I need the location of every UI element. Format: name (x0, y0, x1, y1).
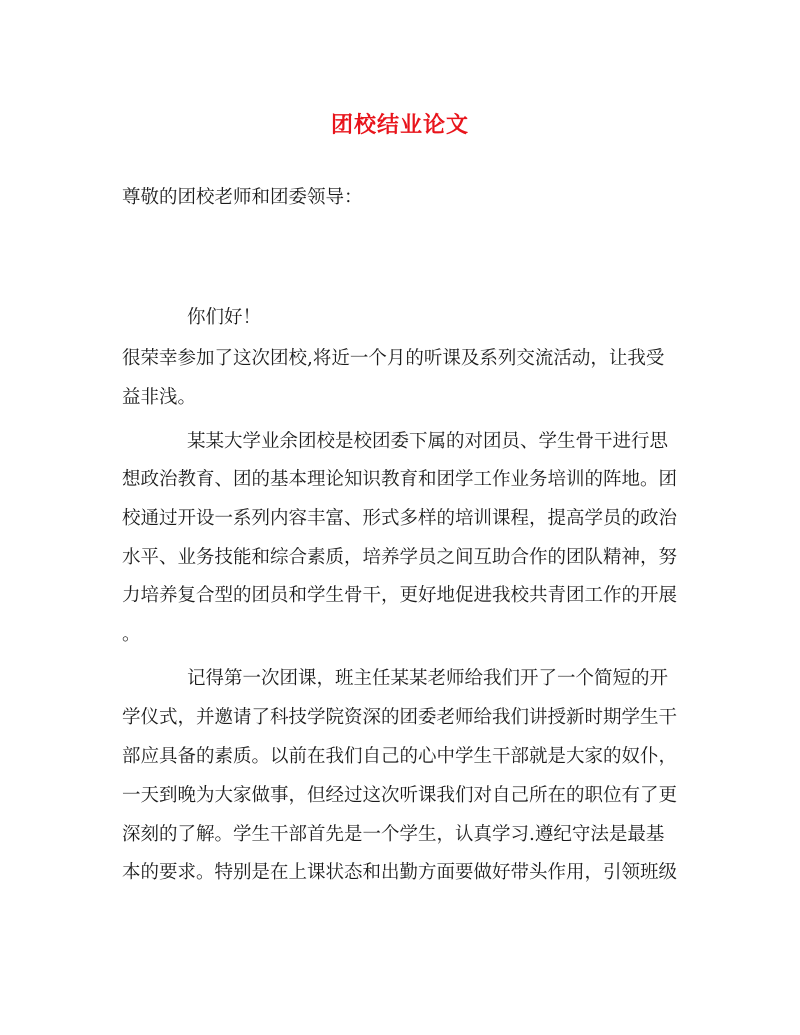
paragraph-3-line-4: 一天到晚为大家做事，但经过这次听课我们对自己所在的职位有了更 (122, 785, 678, 806)
paragraph-3-line-3: 部应具备的素质。以前在我们自己的心中学生干部就是大家的奴仆， (122, 746, 678, 767)
paragraph-3-line-5: 深刻的了解。学生干部首先是一个学生，认真学习.遵纪守法是最基 (122, 824, 665, 845)
paragraph-1-line-2: 益非浅。 (122, 387, 197, 408)
greeting: 你们好！ (187, 307, 262, 328)
paragraph-2-line-3: 校通过开设一系列内容丰富、形式多样的培训课程，提高学员的政治 (122, 508, 678, 529)
paragraph-2-line-6: 。 (122, 624, 141, 645)
paragraph-2-line-2: 想政治教育、团的基本理论知识教育和团学工作业务培训的阵地。团 (122, 469, 678, 490)
paragraph-2-line-4: 水平、业务技能和综合素质，培养学员之间互助合作的团队精神，努 (122, 547, 678, 568)
paragraph-1-line-1: 很荣幸参加了这次团校,将近一个月的听课及系列交流活动，让我受 (122, 348, 665, 369)
paragraph-2-line-5: 力培养复合型的团员和学生骨干，更好地促进我校共青团工作的开展 (122, 585, 678, 606)
salutation: 尊敬的团校老师和团委领导： (122, 187, 363, 208)
paragraph-3-line-6: 本的要求。特别是在上课状态和出勤方面要做好带头作用，引领班级 (122, 862, 678, 883)
document-title: 团校结业论文 (330, 112, 469, 138)
paragraph-3-line-1: 记得第一次团课，班主任某某老师给我们开了一个简短的开 (187, 668, 669, 689)
paragraph-3-line-2: 学仪式，并邀请了科技学院资深的团委老师给我们讲授新时期学生干 (122, 707, 678, 728)
paragraph-2-line-1: 某某大学业余团校是校团委下属的对团员、学生骨干进行思 (187, 431, 669, 452)
